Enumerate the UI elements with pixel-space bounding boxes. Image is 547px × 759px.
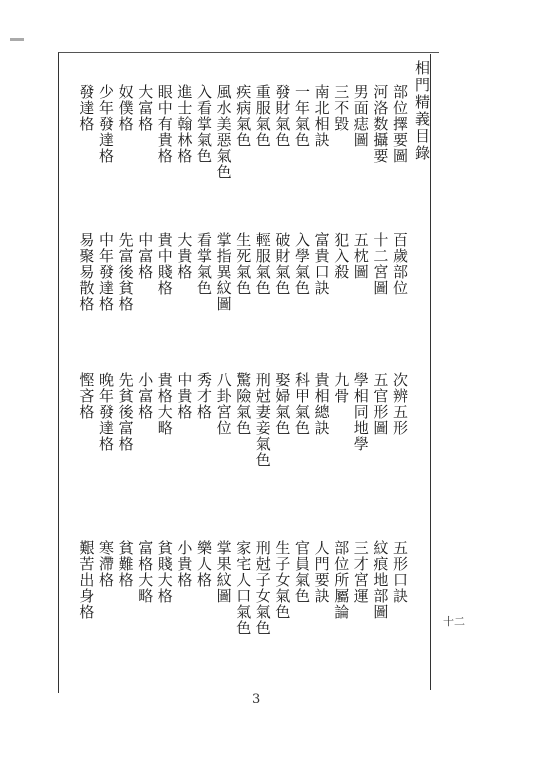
toc-entry: 大貴格 (175, 232, 194, 280)
toc-entry: 大富格 (136, 84, 155, 132)
toc-entry: 三才宮運 (351, 540, 370, 604)
toc-entry: 奴僕格 (116, 84, 135, 132)
toc-entry: 部位擇要圖 (391, 84, 409, 164)
toc-entry: 貴中賤格 (155, 232, 174, 296)
toc-entry: 掌指異紋圖 (214, 232, 233, 312)
page-title: 相門精義目錄 (413, 60, 431, 162)
leaf-number: 十二 (443, 615, 465, 628)
toc-entry: 寒滯格 (97, 540, 115, 588)
toc-entry: 風水美惡氣色 (214, 84, 233, 180)
toc-entry: 驚險氣色 (234, 372, 253, 436)
toc-entry: 刑尅妻妾氣色 (253, 372, 272, 468)
toc-entry: 眼中有貴格 (155, 84, 174, 164)
toc-entry: 貴格大略 (155, 372, 174, 436)
toc-entry: 先貧後富格 (116, 372, 135, 452)
toc-entry: 中年發達格 (97, 232, 115, 312)
toc-entry: 疾病氣色 (234, 84, 253, 148)
toc-entry: 生死氣色 (234, 232, 253, 296)
page-number: 3 (252, 692, 261, 707)
toc-entry: 艱苦出身格 (77, 540, 96, 620)
toc-entry: 犯入殺 (332, 232, 351, 280)
toc-entry: 慳吝格 (77, 372, 96, 420)
toc-entry: 富貴口訣 (312, 232, 331, 296)
toc-entry: 中富格 (136, 232, 155, 280)
toc-entry: 次辨五形 (391, 372, 409, 436)
toc-entry: 一年氣色 (293, 84, 311, 148)
toc-entry: 紋痕地部圖 (371, 540, 390, 620)
toc-entry: 男面痣圖 (351, 84, 370, 148)
toc-entry: 貧難格 (116, 540, 135, 588)
toc-entry: 八卦宮位 (214, 372, 233, 436)
toc-entry: 三不毀 (332, 84, 351, 132)
toc-entry: 發財氣色 (273, 84, 292, 148)
toc-entry: 掌果紋圖 (214, 540, 233, 604)
toc-entry: 富格大略 (136, 540, 155, 604)
toc-entry: 官員氣色 (293, 540, 311, 604)
toc-entry: 易聚易散格 (77, 232, 96, 312)
toc-entry: 晚年發達格 (97, 372, 115, 452)
toc-entry: 科甲氣色 (293, 372, 311, 436)
toc-entry: 生子女氣色 (273, 540, 292, 620)
toc-entry: 南北相訣 (312, 84, 331, 148)
toc-entry: 破財氣色 (273, 232, 292, 296)
toc-entry: 先富後貧格 (116, 232, 135, 312)
toc-entry: 九骨 (332, 372, 351, 404)
toc-entry: 輕服氣色 (253, 232, 272, 296)
toc-entry: 刑尅子女氣色 (253, 540, 272, 636)
toc-entry: 秀才格 (195, 372, 213, 420)
toc-entry: 學相同地學 (351, 372, 370, 452)
toc-entry: 五形口訣 (391, 540, 409, 604)
toc-entry: 河洛数攝要 (371, 84, 390, 164)
toc-entry: 少年發達格 (97, 84, 115, 164)
toc-entry: 娶婦氣色 (273, 372, 292, 436)
toc-entry: 五官形圖 (371, 372, 390, 436)
toc-entry: 五枕圖 (351, 232, 370, 280)
toc-entry: 小貴格 (175, 540, 194, 588)
toc-entry: 部位所屬論 (332, 540, 351, 620)
toc-entry: 貴相總訣 (312, 372, 331, 436)
toc-entry: 入學氣色 (293, 232, 311, 296)
toc-entry: 十二宮圖 (371, 232, 390, 296)
toc-entry: 發達格 (77, 84, 96, 132)
toc-entry: 貧賤大格 (155, 540, 174, 604)
toc-entry: 小富格 (136, 372, 155, 420)
toc-entry: 人門要訣 (312, 540, 331, 604)
toc-entry: 百歲部位 (391, 232, 409, 296)
toc-entry: 看掌氣色 (195, 232, 213, 296)
toc-entry: 入看掌氣色 (195, 84, 213, 164)
toc-entry: 樂人格 (195, 540, 213, 588)
toc-entry: 家宅人口氣色 (234, 540, 253, 636)
toc-entry: 重服氣色 (253, 84, 272, 148)
toc-entry: 中貴格 (175, 372, 194, 420)
toc-entry: 進士翰林格 (175, 84, 194, 164)
